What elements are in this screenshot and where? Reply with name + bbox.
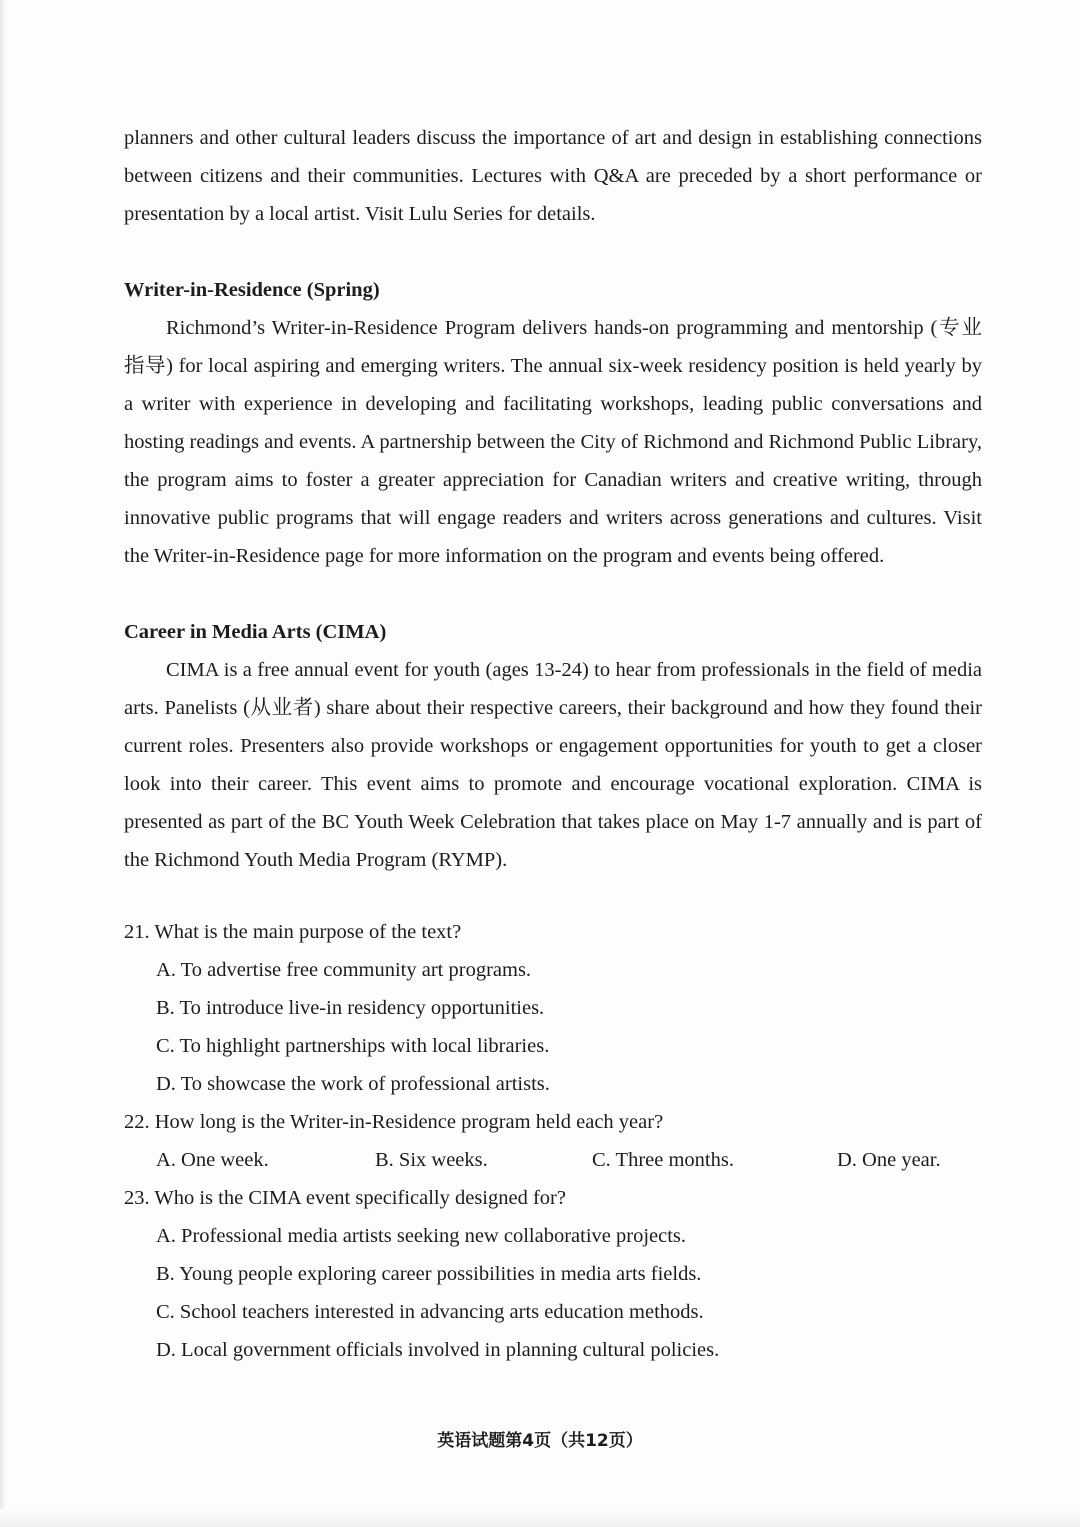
question-stem: 21. What is the main purpose of the text? xyxy=(124,921,462,943)
question-23 xyxy=(124,1179,982,1369)
section-heading-cima: Career in Media Arts (CIMA) xyxy=(124,621,387,643)
option-d: D. Local government officials involved in planning cultural policies. xyxy=(156,1339,720,1361)
option-b: B. To introduce live-in residency opportunities. xyxy=(156,997,545,1019)
option-d: D. One year. xyxy=(837,1149,941,1171)
section-heading-writer-in-residence: Writer-in-Residence (Spring) xyxy=(124,279,380,301)
question-stem: 23. Who is the CIMA event specifically designed for? xyxy=(124,1187,566,1209)
section-spacer xyxy=(124,233,982,271)
questions-spacer xyxy=(124,879,982,913)
question-22 xyxy=(124,1103,982,1179)
question-21 xyxy=(124,913,982,1103)
section-body-writer-in-residence: Richmond’s Writer-in-Residence Program delivers hands-on programming and mentorship (专业指导) for local aspiring and emerging writers. The annual six-week residency position is held yearly by a writer with experience in developing and facilitating workshops, leading public conversations and hosting readings and events. A partnership between the City of Richmond and Richmond Public Library, the program aims to foster a greater appreciation for Canadian writers and creative writing, through innovative public programs that will engage readers and writers across generations and cultures. Visit the Writer-in-Residence page for more information on the program and events being offered. xyxy=(124,317,982,567)
option-c: C. Three months. xyxy=(592,1149,734,1171)
section-spacer xyxy=(124,575,982,613)
option-b: B. Young people exploring career possibilities in media arts fields. xyxy=(156,1263,702,1285)
option-a: A. One week. xyxy=(156,1149,269,1171)
page-footer: 英语试题第4页（共12页） xyxy=(437,1431,643,1451)
option-a: A. To advertise free community art programs. xyxy=(156,959,532,981)
option-a: A. Professional media artists seeking new collaborative projects. xyxy=(156,1225,687,1247)
page-content xyxy=(124,119,982,1369)
option-row xyxy=(124,1141,982,1179)
page-edge-shadow xyxy=(0,0,6,1527)
intro-paragraph: planners and other cultural leaders discuss the importance of art and design in establishing connections between citizens and their communities. Lectures with Q&A are preceded by a short performance or presentation by a local artist. Visit Lulu Series for details. xyxy=(124,127,982,225)
option-b: B. Six weeks. xyxy=(375,1149,488,1171)
page-bottom-edge xyxy=(0,1509,1080,1527)
option-c: C. To highlight partnerships with local libraries. xyxy=(156,1035,550,1057)
section-body-cima: CIMA is a free annual event for youth (ages 13-24) to hear from professionals in the field of media arts. Panelists (从业者) share about their respective careers, their background and how they found their current roles. Presenters also provide workshops or engagement opportunities for youth to get a closer look into their career. This event aims to promote and encourage vocational exploration. CIMA is presented as part of the BC Youth Week Celebration that takes place on May 1-7 annually and is part of the Richmond Youth Media Program (RYMP). xyxy=(124,659,982,871)
question-stem: 22. How long is the Writer-in-Residence program held each year? xyxy=(124,1111,664,1133)
option-d: D. To showcase the work of professional artists. xyxy=(156,1073,550,1095)
option-c: C. School teachers interested in advancing arts education methods. xyxy=(156,1301,704,1323)
